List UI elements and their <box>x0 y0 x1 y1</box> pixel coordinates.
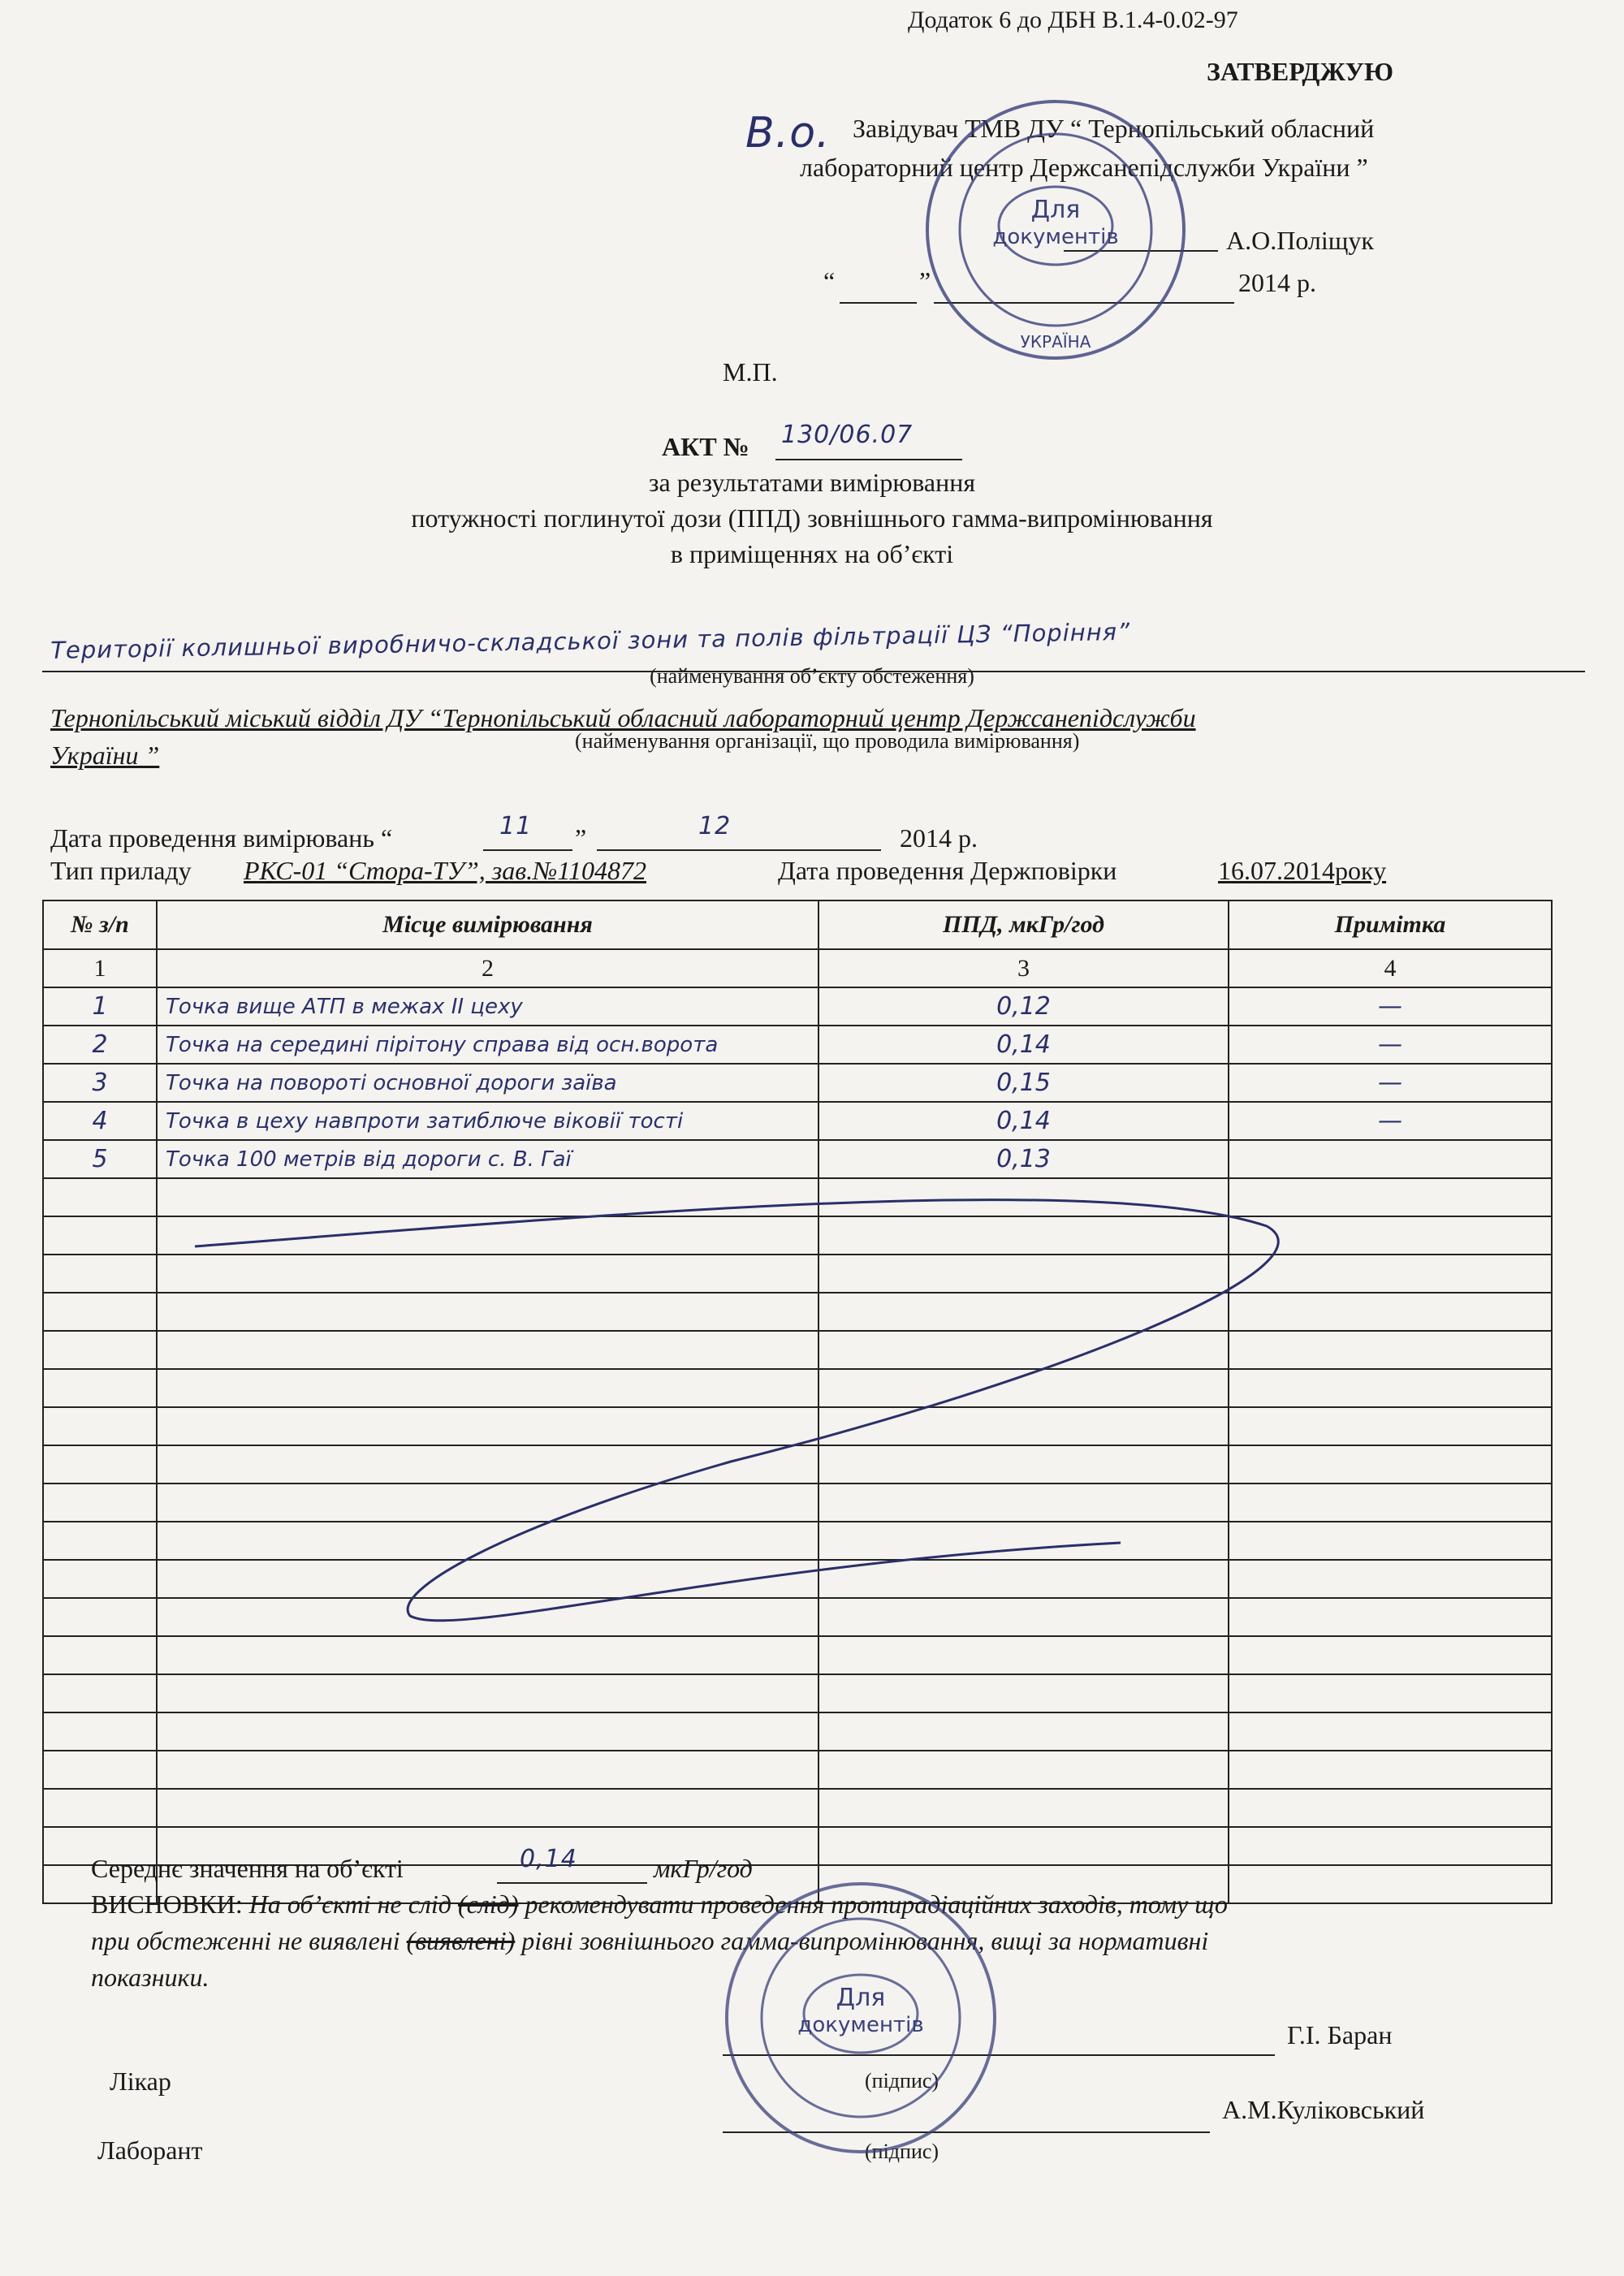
act-number: 130/06.07 <box>781 421 914 449</box>
device-label: Тип приладу <box>50 856 192 885</box>
appendix-note: Додаток 6 до ДБН В.1.4-0.02-97 <box>908 6 1238 33</box>
lab-label: Лаборант <box>97 2136 203 2165</box>
column-number-3: 3 <box>818 949 1229 987</box>
round-stamp-top <box>922 96 1190 364</box>
conclusions-struck-2: (виявлені) <box>406 1926 516 1955</box>
measurement-date-close-quote: ” <box>575 823 587 853</box>
organization-line-2: України ” <box>50 741 160 770</box>
average-value: 0,14 <box>520 1845 577 1873</box>
round-stamp-bottom <box>719 1876 1003 2160</box>
conclusions-text-4: рівні зовнішнього гамма-випромінювання, вищі за нормативні <box>521 1926 1209 1955</box>
stamp-top-country: УКРАЇНА <box>1020 332 1091 352</box>
seal-place-label: М.П. <box>723 357 778 387</box>
row-number: 4 <box>43 1102 157 1140</box>
approve-year: 2014 р. <box>1238 268 1316 297</box>
header-number: № з/п <box>43 900 157 949</box>
lab-signature-caption: (підпис) <box>865 2140 939 2163</box>
row-number: 5 <box>43 1140 157 1178</box>
doctor-label: Лікар <box>110 2067 171 2096</box>
row-dose-rate: 0,14 <box>818 1026 1229 1064</box>
row-dose-rate: 0,12 <box>818 987 1229 1026</box>
row-place: Точка в цеху навпроти затиблюче віковії тості <box>157 1102 818 1140</box>
row-place: Точка на повороті основної дороги заїва <box>157 1064 818 1102</box>
row-dose-rate: 0,14 <box>818 1102 1229 1140</box>
measurement-day: 11 <box>499 812 533 840</box>
row-note: — <box>1229 987 1552 1026</box>
conclusions-line-3: показники. <box>91 1963 209 1992</box>
measurement-date-label: Дата проведення вимірювань “ <box>50 823 393 853</box>
device-value: РКС-01 “Стора-ТУ”, зав.№1104872 <box>244 856 646 885</box>
act-subtitle-1: за результатами вимірювання <box>648 468 976 497</box>
header-place: Місце вимірювання <box>157 900 818 949</box>
vo-handwritten: В.о. <box>745 109 831 158</box>
average-unit: мкГр/год <box>654 1854 753 1883</box>
organization-caption: (найменування організації, що проводила вимірювання) <box>575 729 1080 753</box>
header-dose-rate: ППД, мкГр/год <box>818 900 1229 949</box>
stamp-top-text-1: Для <box>1030 196 1081 224</box>
measurement-month: 12 <box>698 812 732 840</box>
row-place: Точка вище АТП в межах II цеху <box>157 987 818 1026</box>
row-note: — <box>1229 1064 1552 1102</box>
column-number-1: 1 <box>43 949 157 987</box>
row-dose-rate: 0,15 <box>818 1064 1229 1102</box>
conclusions-line-1 <box>91 1889 1228 1920</box>
position-line-2: лабораторний центр Держсанепідслужби України ” <box>800 153 1368 182</box>
conclusions-line-2 <box>91 1926 1208 1956</box>
row-place: Точка на середині пірітону справа від осн.ворота <box>157 1026 818 1064</box>
row-number: 3 <box>43 1064 157 1102</box>
measurement-year: 2014 р. <box>900 823 978 853</box>
organization-line-1: Тернопільський міський відділ ДУ “Тернопільський обласний лабораторний центр Держсанепідслужби <box>50 703 1196 732</box>
column-number-4: 4 <box>1229 949 1552 987</box>
stamp-bottom-text-1: Для <box>836 1984 886 2012</box>
average-label: Середнє значення на об’єкті <box>91 1854 404 1883</box>
verification-value: 16.07.2014року <box>1218 856 1387 885</box>
act-subtitle-2: потужності поглинутої дози (ППД) зовнішнього гамма-випромінювання <box>411 503 1213 533</box>
object-caption: (найменування об’єкту обстеження) <box>650 664 974 688</box>
conclusions-label: ВИСНОВКИ: <box>91 1889 243 1919</box>
object-name: Території колишньої виробничо-складської зони та полів фільтрації ЦЗ “Поріння” <box>50 617 1131 664</box>
verification-label: Дата проведення Держповірки <box>778 856 1117 885</box>
doctor-signature-caption: (підпис) <box>865 2069 939 2092</box>
conclusions-text-1: На об’єкті не слід <box>248 1889 451 1919</box>
stamp-top-text-2: документів <box>992 225 1119 249</box>
lab-name: А.М.Куліковський <box>1222 2095 1425 2124</box>
conclusions-text-2: рекомендувати проведення протирадіаційних заходів, тому що <box>525 1889 1228 1919</box>
act-title: АКТ № <box>662 432 749 461</box>
row-place: Точка 100 метрів від дороги с. В. Гаї <box>157 1140 818 1178</box>
row-number: 2 <box>43 1026 157 1064</box>
approver-name: А.О.Поліщук <box>1226 226 1374 255</box>
row-dose-rate: 0,13 <box>818 1140 1229 1178</box>
header-note: Примітка <box>1229 900 1552 949</box>
approve-date-close-quote: ” <box>919 266 931 296</box>
row-note: — <box>1229 1026 1552 1064</box>
row-number: 1 <box>43 987 157 1026</box>
position-line-1: Завідувач ТМВ ДУ “ Тернопільський обласний <box>853 114 1375 143</box>
stamp-bottom-text-2: документів <box>797 2013 924 2037</box>
approve-heading: ЗАТВЕРДЖУЮ <box>1207 57 1394 86</box>
act-subtitle-3: в приміщеннях на об’єкті <box>670 539 954 568</box>
approve-date-open-quote: “ <box>823 266 836 296</box>
column-number-2: 2 <box>157 949 818 987</box>
conclusions-struck-1: (слід) <box>457 1889 519 1919</box>
doctor-name: Г.І. Баран <box>1287 2020 1393 2049</box>
row-note: — <box>1229 1102 1552 1140</box>
average-value-line <box>497 1882 647 1884</box>
conclusions-text-3: при обстеженні не виявлені <box>91 1926 400 1955</box>
